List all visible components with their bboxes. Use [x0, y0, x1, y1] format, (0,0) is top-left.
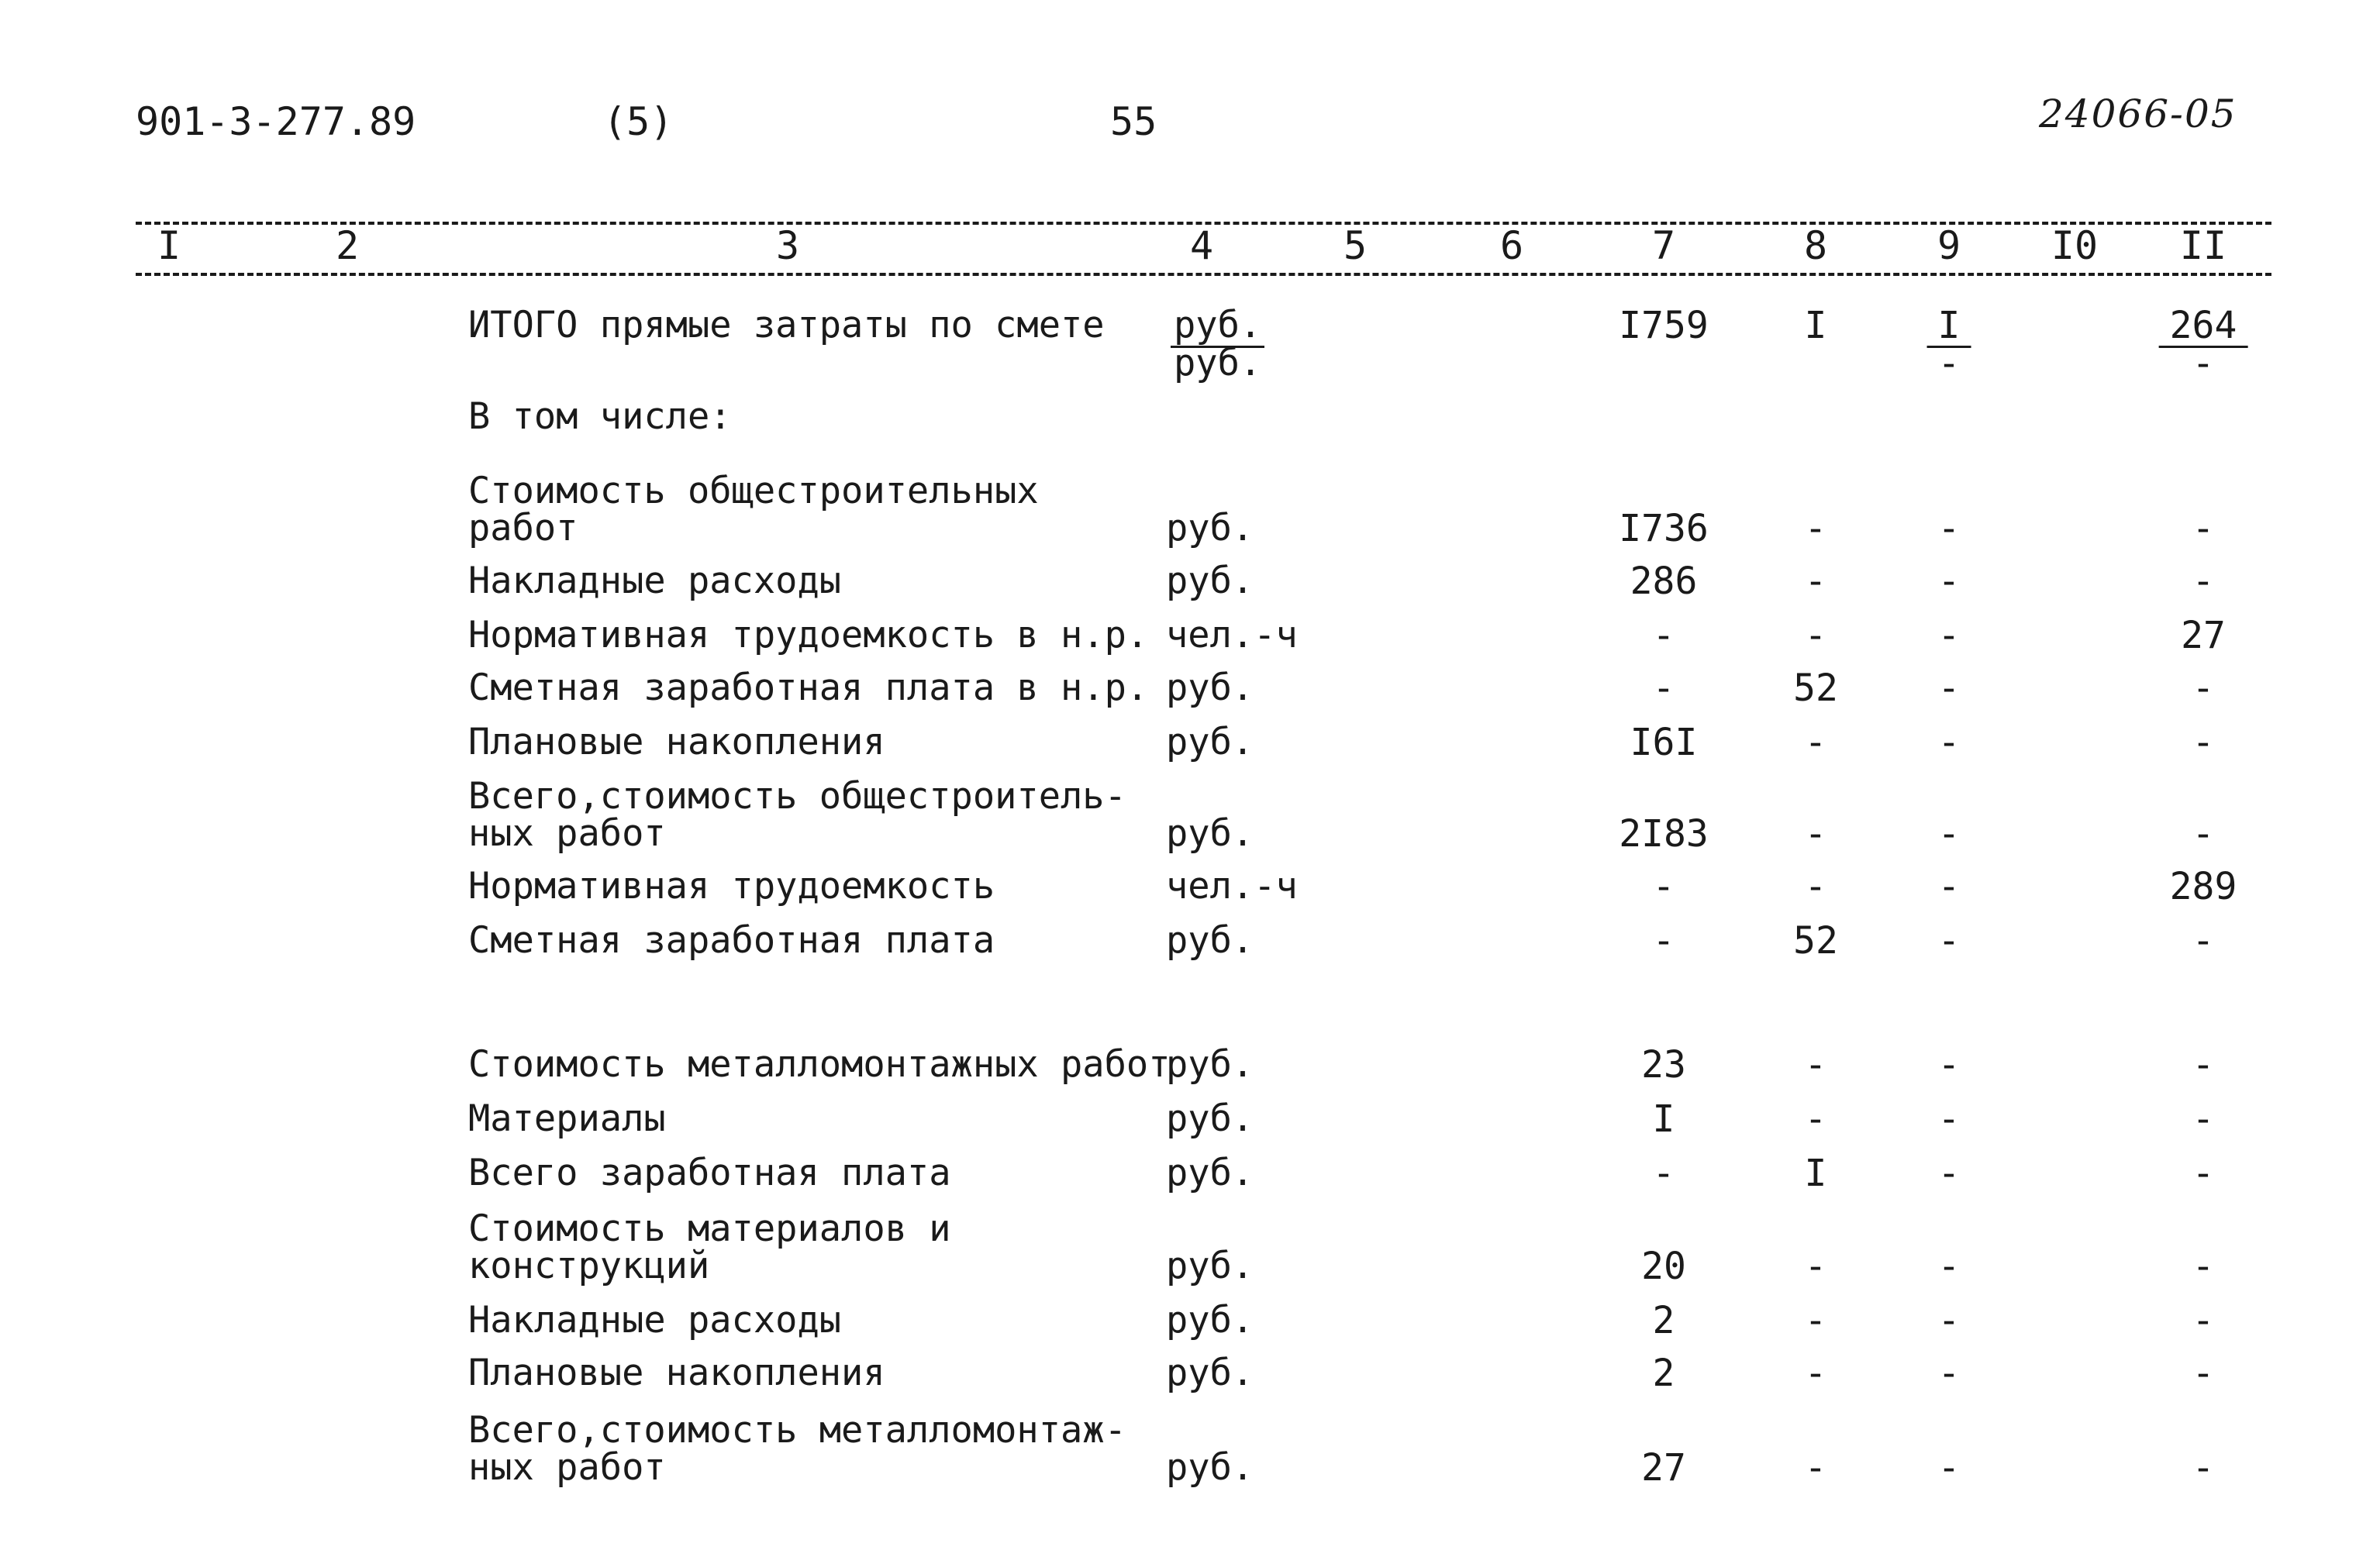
row-col7: 2 [1652, 1299, 1675, 1342]
document-part: (5) [603, 99, 674, 144]
row-description: Стоимость металломонтажных работ [468, 1043, 1171, 1086]
row-col8: - [1804, 1245, 1827, 1288]
row-col11: 289 [2169, 865, 2237, 908]
row-col8: - [1804, 1446, 1827, 1490]
summary-col8: I [1804, 304, 1827, 347]
row-unit: руб. [1166, 667, 1254, 709]
row-col8: - [1804, 865, 1827, 908]
row-description: Стоимость материалов и конструкций [468, 1207, 951, 1287]
column-number-8: 8 [1803, 223, 1828, 268]
row-col9: - [1937, 1097, 1961, 1141]
row-description: Материалы [468, 1097, 666, 1140]
row-col7: - [1652, 614, 1675, 657]
summary-col9-denominator: - [1937, 342, 1961, 385]
row-col7: I736 [1619, 507, 1709, 550]
header-bottom-rule [136, 273, 2271, 276]
summary-unit-numerator: руб. [1171, 307, 1264, 348]
row-col7: - [1652, 919, 1675, 963]
row-col11: - [2192, 812, 2215, 856]
row-col7: 20 [1641, 1245, 1686, 1288]
row-col9: - [1937, 812, 1961, 856]
row-unit: руб. [1166, 1043, 1254, 1086]
summary-col9-numerator: I [1927, 307, 1971, 348]
row-description: Всего,стоимость металломонтаж- ных работ [468, 1409, 1126, 1489]
row-col8: - [1804, 1097, 1827, 1141]
row-col7: - [1652, 1152, 1675, 1195]
column-number-7: 7 [1651, 223, 1676, 268]
row-col9: - [1937, 507, 1961, 550]
column-number-1: I [157, 223, 181, 268]
row-col9: - [1937, 1043, 1961, 1087]
row-col9: - [1937, 667, 1961, 710]
row-col11: - [2192, 507, 2215, 550]
column-number-2: 2 [335, 223, 360, 268]
row-col7: I [1652, 1097, 1675, 1141]
row-col9: - [1937, 1299, 1961, 1342]
row-unit: руб. [1166, 507, 1254, 549]
row-description: Всего заработная плата [468, 1152, 951, 1194]
row-col7: - [1652, 865, 1675, 908]
row-unit: руб. [1166, 1446, 1254, 1489]
row-col7: 286 [1630, 560, 1698, 603]
row-unit: руб. [1166, 1152, 1254, 1194]
row-unit: чел.-ч [1166, 614, 1298, 656]
row-description: Плановые накопления [468, 1352, 885, 1394]
document-code: 901-3-277.89 [136, 99, 416, 144]
row-description: Сметная заработная плата [468, 919, 995, 962]
column-number-6: 6 [1499, 223, 1524, 268]
row-col11: - [2192, 1097, 2215, 1141]
row-col8: - [1804, 1043, 1827, 1087]
row-col9: - [1937, 1352, 1961, 1395]
column-number-9: 9 [1937, 223, 1961, 268]
row-col8: - [1804, 560, 1827, 603]
row-col11: - [2192, 1352, 2215, 1395]
row-col8: - [1804, 507, 1827, 550]
row-col11: - [2192, 721, 2215, 764]
row-description: Плановые накопления [468, 721, 885, 763]
row-description: Накладные расходы [468, 560, 842, 602]
row-col9: - [1937, 919, 1961, 963]
row-col11: - [2192, 1245, 2215, 1288]
summary-col11-denominator: - [2192, 342, 2215, 385]
row-unit: руб. [1166, 1352, 1254, 1394]
row-col8: 52 [1793, 667, 1838, 710]
row-col11: - [2192, 667, 2215, 710]
row-unit: руб. [1166, 721, 1254, 763]
row-description: Нормативная трудоемкость [468, 865, 995, 908]
row-col11: - [2192, 1152, 2215, 1195]
row-col7: 2 [1652, 1352, 1675, 1395]
row-col7: 2I83 [1619, 812, 1709, 856]
row-col8: - [1804, 1299, 1827, 1342]
row-description: Сметная заработная плата в н.р. [468, 667, 1149, 709]
row-unit: руб. [1166, 812, 1254, 855]
column-number-4: 4 [1189, 223, 1214, 268]
row-col8: - [1804, 1352, 1827, 1395]
summary-col11-numerator: 264 [2159, 307, 2248, 348]
summary-description: ИТОГО прямые затраты по смете [468, 304, 1105, 346]
row-col8: - [1804, 721, 1827, 764]
row-col8: - [1804, 614, 1827, 657]
row-col11: - [2192, 1043, 2215, 1087]
summary-unit-denominator: руб. [1174, 342, 1262, 384]
row-col9: - [1937, 614, 1961, 657]
row-col8: I [1804, 1152, 1827, 1195]
row-col8: 52 [1793, 919, 1838, 963]
row-col9: - [1937, 560, 1961, 603]
subheading: В том числе: [468, 395, 732, 438]
row-col7: I6I [1630, 721, 1698, 764]
summary-unit [1171, 304, 1264, 384]
handwritten-code: 24066-05 [2039, 91, 2237, 136]
column-number-10: I0 [2051, 223, 2099, 268]
row-unit: руб. [1166, 1097, 1254, 1140]
row-col9: - [1937, 865, 1961, 908]
row-col7: 23 [1641, 1043, 1686, 1087]
row-col9: - [1937, 721, 1961, 764]
summary-col9 [1927, 304, 1971, 385]
row-col7: 27 [1641, 1446, 1686, 1490]
row-col11: - [2192, 919, 2215, 963]
row-description: Всего,стоимость общестроитель- ных работ [468, 775, 1126, 855]
summary-col7: I759 [1619, 304, 1709, 347]
page-number: 55 [1110, 99, 1157, 144]
row-unit: руб. [1166, 1245, 1254, 1287]
row-col9: - [1937, 1152, 1961, 1195]
column-number-11: II [2179, 223, 2227, 268]
row-col7: - [1652, 667, 1675, 710]
row-col11: 27 [2181, 614, 2226, 657]
row-col11: - [2192, 560, 2215, 603]
row-description: Стоимость общестроительных работ [468, 470, 1039, 549]
row-unit: руб. [1166, 1299, 1254, 1342]
row-col11: - [2192, 1299, 2215, 1342]
row-description: Нормативная трудоемкость в н.р. [468, 614, 1149, 656]
row-col11: - [2192, 1446, 2215, 1490]
summary-col11 [2159, 304, 2248, 385]
row-unit: руб. [1166, 560, 1254, 602]
row-col8: - [1804, 812, 1827, 856]
row-description: Накладные расходы [468, 1299, 842, 1342]
column-number-3: 3 [775, 223, 800, 268]
row-unit: чел.-ч [1166, 865, 1298, 908]
row-col9: - [1937, 1446, 1961, 1490]
row-unit: руб. [1166, 919, 1254, 962]
row-col9: - [1937, 1245, 1961, 1288]
column-number-5: 5 [1343, 223, 1368, 268]
